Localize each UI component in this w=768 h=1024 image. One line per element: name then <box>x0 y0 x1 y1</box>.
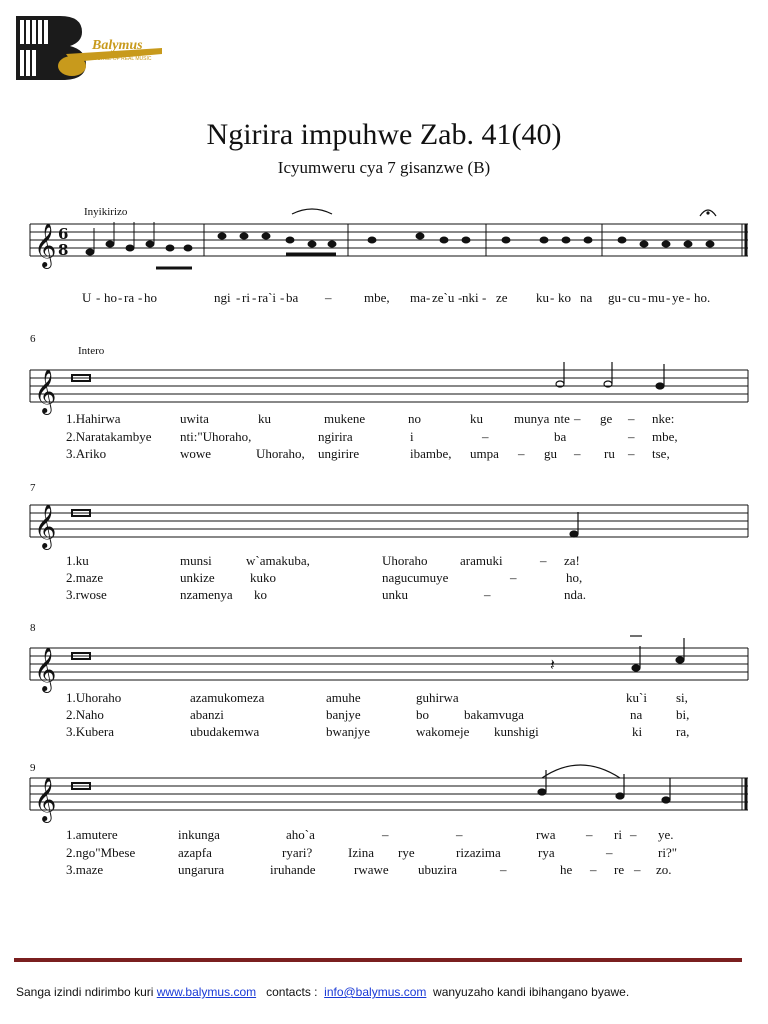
lyric-word: 3.Ariko <box>66 446 107 461</box>
lyric-word: zo. <box>656 862 672 877</box>
lyric-syllable: ze <box>496 290 508 305</box>
lyric-word: ku <box>470 411 483 426</box>
lyric-word: wowe <box>180 446 212 461</box>
lyric-word: ubudakemwa <box>190 724 260 739</box>
lyric-word: nda. <box>564 587 587 602</box>
lyric-word: bi, <box>676 707 690 722</box>
measure-number-7: 7 <box>30 482 36 494</box>
lyric-syllable: gu <box>608 290 621 305</box>
lyric-word: ngirira <box>318 429 353 444</box>
lyric-word: mbe, <box>652 429 678 444</box>
lyric-word: munya <box>514 411 550 426</box>
lyric-word: Uhoraho, <box>256 446 305 461</box>
lyric-word: guhirwa <box>416 690 459 705</box>
website-link[interactable]: www.balymus.com <box>156 985 257 999</box>
svg-text:𝄞: 𝄞 <box>34 223 57 267</box>
lyric-word: nti:"Uhoraho, <box>180 429 252 444</box>
logo-tagline: SOURCE OF REAL MUSIC <box>90 56 152 62</box>
section-label-verse: Intero <box>78 345 105 357</box>
svg-text:𝄞: 𝄞 <box>34 504 57 548</box>
svg-text:𝄽: 𝄽 <box>550 655 555 674</box>
lyric-word: 1.Hahirwa <box>66 411 121 426</box>
measure-number-6: 6 <box>30 333 36 345</box>
lyric-word: bwanjye <box>326 724 371 739</box>
lyric-word: rwa <box>536 827 556 842</box>
footer-tail: wanyuzaho kandi ibihangano byawe. <box>433 985 630 999</box>
lyric-word: ko <box>254 587 267 602</box>
lyric-word: 2.maze <box>66 570 104 585</box>
lyric-word: unkize <box>180 570 215 585</box>
lyric-word: ku <box>258 411 271 426</box>
lyric-word: ri <box>614 827 622 842</box>
lyric-word: re <box>614 862 625 877</box>
lyric-syllable: mu <box>648 290 665 305</box>
lyric-syllable: mbe, <box>364 290 390 305</box>
song-subtitle: Icyumweru cya 7 gisanzwe (B) <box>277 158 491 177</box>
svg-text:𝄞: 𝄞 <box>34 647 57 691</box>
svg-text:8: 8 <box>58 241 69 259</box>
footer-lead: Sanga izindi ndirimbo kuri <box>16 985 154 999</box>
lyric-word: azapfa <box>178 845 212 860</box>
lyric-word: si, <box>676 690 688 705</box>
lyric-word: nte <box>554 411 570 426</box>
svg-text:𝄞: 𝄞 <box>34 369 57 413</box>
lyric-word: 3.Kubera <box>66 724 115 739</box>
lyric-word: Uhoraho <box>382 553 428 568</box>
measure-number-8: 8 <box>30 622 36 634</box>
lyric-word: rye <box>398 845 415 860</box>
lyric-word: Izina <box>348 845 374 860</box>
footer-divider <box>14 958 742 962</box>
lyric-word: i <box>410 429 414 444</box>
lyric-syllable: U <box>82 290 92 305</box>
song-title: Ngirira impuhwe Zab. 41(40) <box>206 118 562 151</box>
lyric-word: w`amakuba, <box>246 553 310 568</box>
lyric-word: mukene <box>324 411 366 426</box>
lyric-word: umpa <box>470 446 499 461</box>
lyric-word: ho, <box>566 570 583 585</box>
lyric-word: 2.Naho <box>66 707 104 722</box>
lyric-syllable: nki <box>462 290 479 305</box>
lyric-word: ku`i <box>626 690 647 705</box>
lyric-word: amuhe <box>326 690 361 705</box>
lyric-syllable: ri <box>242 290 250 305</box>
lyric-word: tse, <box>652 446 670 461</box>
lyric-word: wakomeje <box>416 724 470 739</box>
lyric-word: rwawe <box>354 862 389 877</box>
lyric-word: ungarura <box>178 862 225 877</box>
lyric-word: ungirire <box>318 446 360 461</box>
svg-text:𝄞: 𝄞 <box>34 777 57 821</box>
lyric-word: ki <box>632 724 643 739</box>
lyric-syllable: ho <box>144 290 157 305</box>
lyric-word: rizazima <box>456 845 501 860</box>
lyric-word: ge <box>600 411 613 426</box>
lyric-syllable: ko <box>558 290 571 305</box>
lyric-syllable: ku <box>536 290 549 305</box>
lyric-syllable: ngi <box>214 290 231 305</box>
lyric-word: ba <box>554 429 567 444</box>
measure-number-9: 9 <box>30 762 36 774</box>
lyric-word: 2.Naratakambye <box>66 429 152 444</box>
lyric-word: he <box>560 862 573 877</box>
lyric-word: ri?" <box>658 845 678 860</box>
lyric-word: 1.amutere <box>66 827 118 842</box>
lyric-syllable: ho <box>104 290 117 305</box>
lyric-word: munsi <box>180 553 212 568</box>
lyric-word: 3.maze <box>66 862 104 877</box>
lyric-syllable: ze`u <box>432 290 455 305</box>
lyric-syllable: ba <box>286 290 299 305</box>
lyric-syllable: ho. <box>694 290 711 305</box>
lyric-word: aho`a <box>286 827 315 842</box>
lyric-word: nagucumuye <box>382 570 449 585</box>
email-link[interactable]: info@balymus.com <box>324 985 427 999</box>
lyric-word: 2.ngo"Mbese <box>66 845 136 860</box>
lyric-word: bakamvuga <box>464 707 524 722</box>
lyric-syllable: cu <box>628 290 641 305</box>
lyric-word: ibambe, <box>410 446 452 461</box>
lyric-word: kuko <box>250 570 276 585</box>
lyric-word: kunshigi <box>494 724 539 739</box>
lyric-word: ye. <box>658 827 674 842</box>
lyric-word: gu <box>544 446 557 461</box>
lyric-word: uwita <box>180 411 209 426</box>
lyric-word: banjye <box>326 707 361 722</box>
lyric-word: azamukomeza <box>190 690 265 705</box>
section-label-refrain: Inyikirizo <box>84 206 128 218</box>
lyric-word: za! <box>564 553 580 568</box>
lyric-word: bo <box>416 707 429 722</box>
lyric-word: unku <box>382 587 408 602</box>
lyric-word: nzamenya <box>180 587 233 602</box>
lyric-word: 3.rwose <box>66 587 107 602</box>
lyric-word: rya <box>538 845 555 860</box>
lyric-word: nke: <box>652 411 675 426</box>
lyric-word: abanzi <box>190 707 224 722</box>
lyric-word: 1.Uhoraho <box>66 690 122 705</box>
lyric-syllable: ye <box>672 290 685 305</box>
lyric-word: ru <box>604 446 615 461</box>
lyric-word: ra, <box>676 724 690 739</box>
lyric-syllable: ra <box>124 290 135 305</box>
lyric-word: aramuki <box>460 553 503 568</box>
lyric-word: iruhande <box>270 862 316 877</box>
lyric-word: no <box>408 411 421 426</box>
lyric-syllable: ra`i <box>258 290 277 305</box>
lyric-word: 1.ku <box>66 553 89 568</box>
lyric-syllable: ma <box>410 290 426 305</box>
lyric-word: inkunga <box>178 827 220 842</box>
lyric-syllable: na <box>580 290 593 305</box>
svg-text:6: 6 <box>58 225 69 243</box>
lyric-word: ubuzira <box>418 862 457 877</box>
logo-text: Balymus <box>92 38 143 53</box>
lyric-word: na <box>630 707 643 722</box>
footer-contacts: contacts : <box>266 985 318 999</box>
footer <box>16 985 629 999</box>
lyric-word: ryari? <box>282 845 313 860</box>
